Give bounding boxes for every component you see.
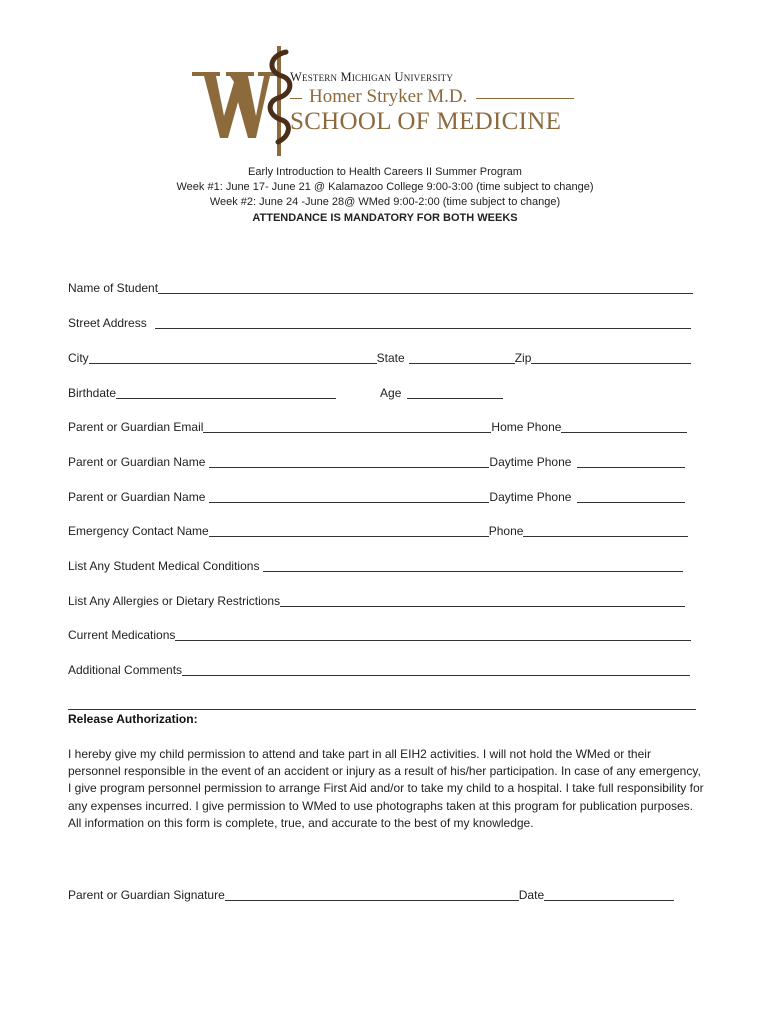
guardian-email-field[interactable] bbox=[203, 420, 491, 433]
allergies-row bbox=[68, 592, 685, 608]
birthdate-age-row bbox=[68, 384, 503, 400]
medical-conditions-label: List Any Student Medical Conditions bbox=[68, 559, 260, 573]
university-name: Western Michigan University bbox=[290, 70, 454, 84]
emergency-phone-field[interactable] bbox=[523, 524, 688, 537]
school-line1: Homer Stryker M.D. bbox=[309, 86, 468, 107]
daytime-phone-field-1[interactable] bbox=[577, 455, 685, 468]
daytime-phone-field-2[interactable] bbox=[577, 490, 685, 503]
date-field[interactable] bbox=[544, 888, 674, 901]
signature-row bbox=[68, 886, 674, 902]
age-field[interactable] bbox=[407, 386, 503, 399]
guardian-email-row bbox=[68, 418, 687, 434]
medications-label: Current Medications bbox=[68, 628, 176, 642]
student-name-row bbox=[68, 279, 693, 295]
school-line2: SCHOOL OF MEDICINE bbox=[290, 108, 562, 135]
daytime-phone-label-2: Daytime Phone bbox=[489, 490, 572, 504]
week1-info: Week #1: June 17- June 21 @ Kalamazoo College 9:00-3:00 (time subject to change) bbox=[176, 181, 594, 193]
comments-field[interactable] bbox=[182, 663, 690, 676]
street-address-row bbox=[68, 314, 691, 330]
guardian-name-row-1 bbox=[68, 453, 685, 469]
street-address-label: Street Address bbox=[68, 316, 147, 330]
signature-field[interactable] bbox=[225, 888, 519, 901]
zip-field[interactable] bbox=[531, 351, 691, 364]
guardian-name-label-2: Parent or Guardian Name bbox=[68, 490, 206, 504]
emergency-phone-label: Phone bbox=[488, 524, 524, 538]
state-field[interactable] bbox=[409, 351, 515, 364]
guardian-name-field-1[interactable] bbox=[209, 455, 489, 468]
guardian-name-field-2[interactable] bbox=[209, 490, 489, 503]
student-name-label: Name of Student bbox=[68, 281, 159, 295]
date-label: Date bbox=[518, 888, 545, 902]
allergies-label: List Any Allergies or Dietary Restrictions bbox=[68, 594, 281, 608]
city-label: City bbox=[68, 351, 89, 365]
age-label: Age bbox=[380, 386, 402, 400]
emergency-contact-row bbox=[68, 522, 688, 538]
medical-conditions-row bbox=[68, 557, 683, 573]
medications-field[interactable] bbox=[175, 628, 691, 641]
zip-label: Zip bbox=[514, 351, 532, 365]
logo-rule-right bbox=[476, 98, 574, 99]
attendance-notice: ATTENDANCE IS MANDATORY FOR BOTH WEEKS bbox=[252, 212, 518, 224]
wmed-logo bbox=[190, 42, 590, 160]
logo-rule-left bbox=[290, 98, 302, 99]
guardian-name-row-2 bbox=[68, 488, 685, 504]
city-field[interactable] bbox=[89, 351, 377, 364]
home-phone-field[interactable] bbox=[561, 420, 687, 433]
guardian-name-label-1: Parent or Guardian Name bbox=[68, 455, 206, 469]
comments-extra-line[interactable] bbox=[68, 709, 696, 710]
home-phone-label: Home Phone bbox=[491, 420, 562, 434]
program-title: Early Introduction to Health Careers II Summer Program bbox=[248, 166, 522, 178]
comments-label: Additional Comments bbox=[68, 663, 183, 677]
daytime-phone-label-1: Daytime Phone bbox=[489, 455, 572, 469]
w-staff-logo-icon bbox=[190, 42, 300, 160]
medical-conditions-field[interactable] bbox=[263, 559, 683, 572]
emergency-contact-label: Emergency Contact Name bbox=[68, 524, 209, 538]
release-heading: Release Authorization: bbox=[68, 712, 198, 726]
student-name-field[interactable] bbox=[158, 281, 693, 294]
city-state-zip-row bbox=[68, 349, 691, 365]
allergies-field[interactable] bbox=[280, 594, 685, 607]
medications-row bbox=[68, 626, 691, 642]
street-address-field[interactable] bbox=[155, 316, 691, 329]
emergency-contact-field[interactable] bbox=[209, 524, 489, 537]
birthdate-field[interactable] bbox=[116, 386, 336, 399]
state-label: State bbox=[376, 351, 405, 365]
comments-row bbox=[68, 661, 690, 677]
signature-label: Parent or Guardian Signature bbox=[68, 888, 225, 902]
guardian-email-label: Parent or Guardian Email bbox=[68, 420, 204, 434]
birthdate-label: Birthdate bbox=[68, 386, 117, 400]
week2-info: Week #2: June 24 -June 28@ WMed 9:00-2:00 (time subject to change) bbox=[209, 196, 561, 208]
release-text: I hereby give my child permission to attend and take part in all EIH2 activities. I will not hold the WMed or their personnel responsible in the event of an accident or injury as a result of his/her participation. In case of any emergency, I give program personnel permission to arrange First Aid and/or to take my child to a hospital. I take full responsibility for any expenses incurred. I give permission to WMed to use photographs taken at this program for publication purposes. All information on this form is complete, true, and accurate to the best of my knowledge. bbox=[68, 747, 704, 830]
